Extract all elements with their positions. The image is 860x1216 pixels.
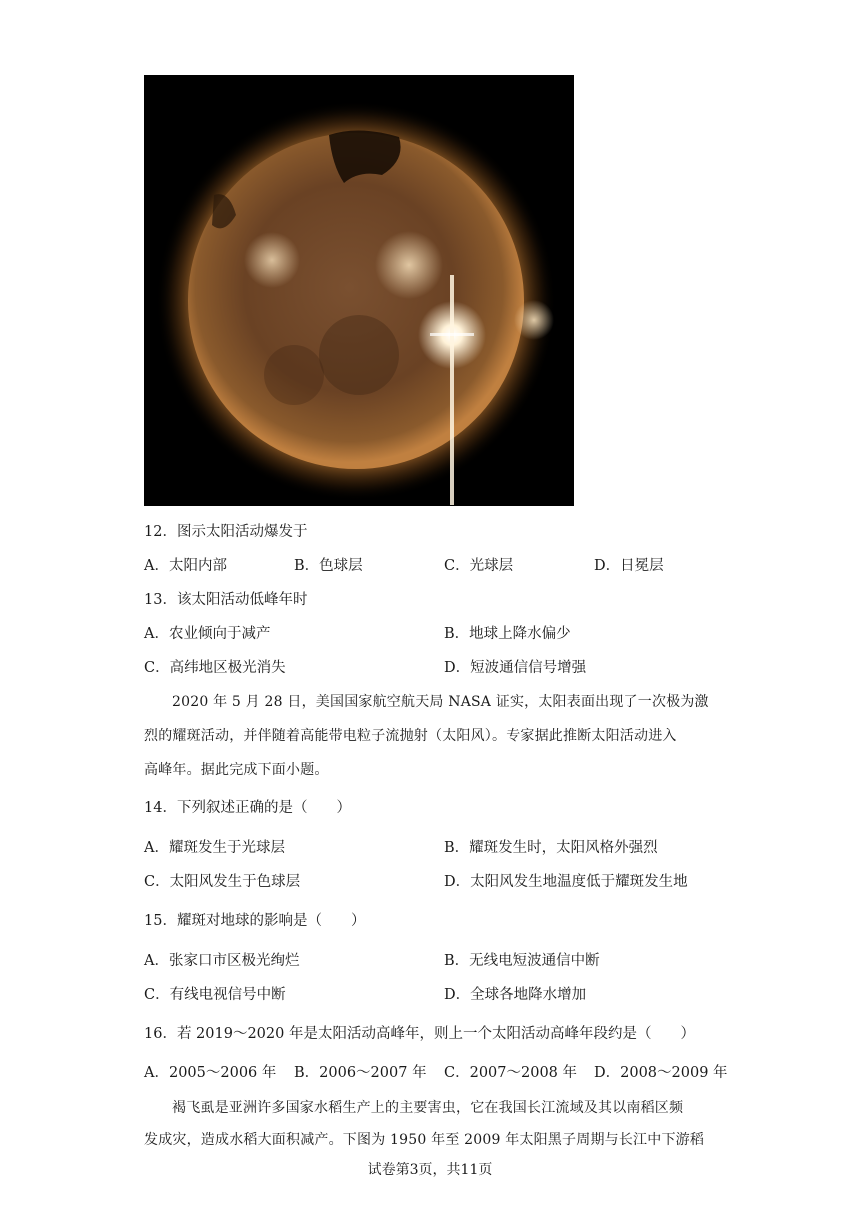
question-14-option-d: D．太阳风发生地温度低于耀斑发生地 bbox=[444, 874, 688, 890]
question-16-option-a: A．2005～2006 年 bbox=[144, 1065, 277, 1081]
question-12-stem: 12．图示太阳活动爆发于 bbox=[144, 524, 308, 540]
sun-solar-flare-image bbox=[144, 75, 574, 506]
question-12-option-d: D．日冕层 bbox=[594, 558, 664, 574]
question-14-option-c: C．太阳风发生于色球层 bbox=[144, 874, 301, 890]
question-15-option-d: D．全球各地降水增加 bbox=[444, 987, 587, 1003]
question-12-option-b: B．色球层 bbox=[294, 558, 363, 574]
passage-1-line-1: 2020 年 5 月 28 日，美国国家航空航天局 NASA 证实，太阳表面出现了一次极为激 bbox=[172, 694, 709, 710]
question-16-option-d: D．2008～2009 年 bbox=[594, 1065, 728, 1081]
question-15-option-b: B．无线电短波通信中断 bbox=[444, 953, 600, 969]
question-14-stem: 14．下列叙述正确的是（ ） bbox=[144, 800, 351, 816]
passage-1-line-2: 烈的耀斑活动，并伴随着高能带电粒子流抛射（太阳风）。专家据此推断太阳活动进入 bbox=[144, 728, 677, 744]
sun-image bbox=[144, 75, 574, 506]
question-15-stem: 15．耀斑对地球的影响是（ ） bbox=[144, 913, 366, 929]
question-13-option-b: B．地球上降水偏少 bbox=[444, 626, 571, 642]
question-13-option-a: A．农业倾向于减产 bbox=[144, 626, 271, 642]
passage-2-line-2: 发成灾，造成水稻大面积减产。下图为 1950 年至 2009 年太阳黑子周期与长江中下游稻 bbox=[144, 1132, 705, 1148]
question-16-option-b: B．2006～2007 年 bbox=[294, 1065, 427, 1081]
question-14-option-a: A．耀斑发生于光球层 bbox=[144, 840, 285, 856]
question-14-option-b: B．耀斑发生时，太阳风格外强烈 bbox=[444, 840, 658, 856]
question-16-stem: 16．若 2019～2020 年是太阳活动高峰年，则上一个太阳活动高峰年段约是（ ） bbox=[144, 1026, 695, 1042]
page-footer: 试卷第3页，共11页 bbox=[367, 1162, 493, 1178]
question-12-option-c: C．光球层 bbox=[444, 558, 514, 574]
question-16-option-c: C．2007～2008 年 bbox=[444, 1065, 578, 1081]
passage-2-line-1: 褐飞虱是亚洲许多国家水稻生产上的主要害虫，它在我国长江流域及其以南稻区频 bbox=[172, 1100, 684, 1116]
question-15-option-a: A．张家口市区极光绚烂 bbox=[144, 953, 300, 969]
question-13-option-c: C．高纬地区极光消失 bbox=[144, 660, 286, 676]
question-13-stem: 13．该太阳活动低峰年时 bbox=[144, 592, 308, 608]
question-12-option-a: A．太阳内部 bbox=[144, 558, 227, 574]
passage-1-line-3: 高峰年。据此完成下面小题。 bbox=[144, 762, 329, 778]
question-15-option-c: C．有线电视信号中断 bbox=[144, 987, 286, 1003]
question-13-option-d: D．短波通信信号增强 bbox=[444, 660, 587, 676]
